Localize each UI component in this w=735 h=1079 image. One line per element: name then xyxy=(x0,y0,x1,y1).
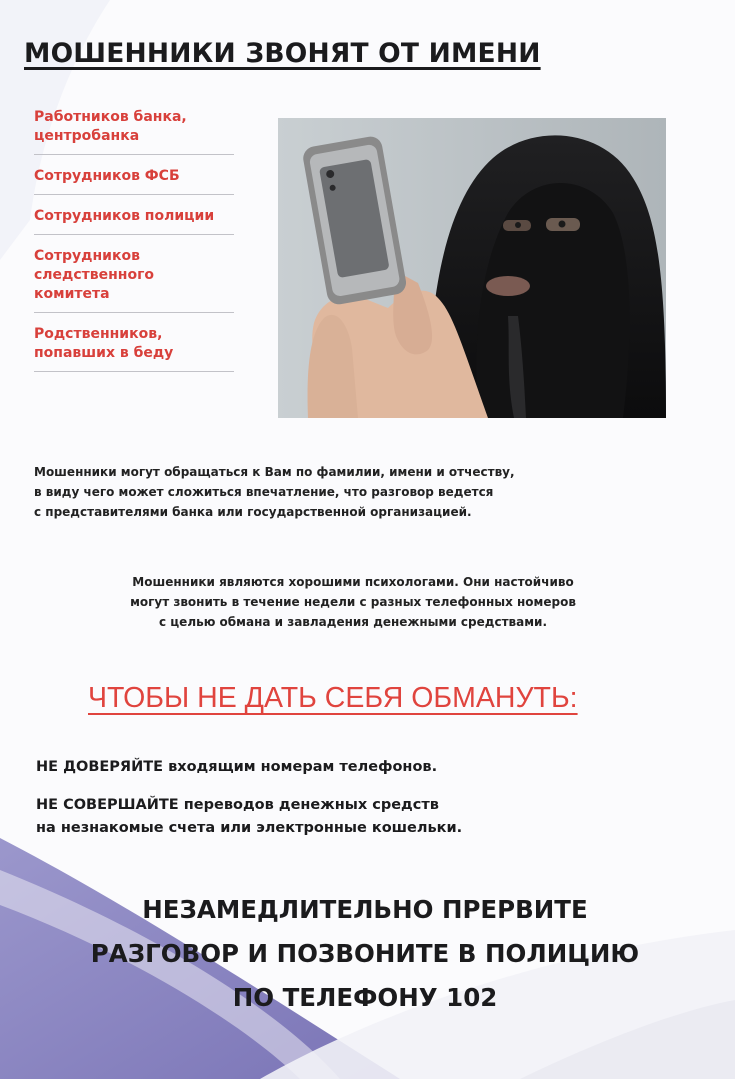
final-call-to-action xyxy=(40,888,690,1020)
impostor-item-fsb: Сотрудников ФСБ xyxy=(34,167,234,195)
final-call-line: ПО ТЕЛЕФОНУ 102 xyxy=(232,983,498,1012)
rule-verb: НЕ ДОВЕРЯЙТЕ xyxy=(36,759,164,775)
final-call-line: НЕЗАМЕДЛИТЕЛЬНО ПРЕРВИТЕ xyxy=(142,895,588,924)
impostor-item-police: Сотрудников полиции xyxy=(34,207,234,235)
impostor-item-bank: Работников банка, центробанка xyxy=(34,108,234,155)
paragraph-line: Мошенники могут обращаться к Вам по фамилии, имени и отчеству, xyxy=(34,465,515,479)
poster-title: МОШЕННИКИ ЗВОНЯТ ОТ ИМЕНИ xyxy=(24,38,541,69)
paragraph-line: с представителями банка или государственной организацией. xyxy=(34,505,472,519)
paragraph-line: Мошенники являются хорошими психологами. Они настойчиво xyxy=(132,575,574,589)
warning-paragraph-psychology xyxy=(38,572,668,632)
impostor-item-relatives: Родственников, попавших в беду xyxy=(34,325,234,372)
impostor-list xyxy=(34,108,234,384)
rule-verb: НЕ СОВЕРШАЙТЕ xyxy=(36,797,179,813)
paragraph-line: могут звонить в течение недели с разных телефонных номеров xyxy=(130,595,576,609)
impostor-item-investigative-committee: Сотрудников следственного комитета xyxy=(34,247,234,313)
advice-heading: ЧТОБЫ НЕ ДАТЬ СЕБЯ ОБМАНУТЬ: xyxy=(88,682,578,714)
paragraph-line: в виду чего может сложиться впечатление, что разговор ведется xyxy=(34,485,494,499)
rule-do-not-transfer xyxy=(36,794,462,840)
rule-text: на незнакомые счета или электронные кошельки. xyxy=(36,820,463,836)
final-call-line: РАЗГОВОР И ПОЗВОНИТЕ В ПОЛИЦИЮ xyxy=(90,939,640,968)
warning-paragraph-identity xyxy=(34,462,515,522)
masked-scammer-photo xyxy=(278,118,666,418)
rule-text: переводов денежных средств xyxy=(178,797,439,813)
advice-rules-list xyxy=(36,756,462,855)
paragraph-line: с целью обмана и завладения денежными средствами. xyxy=(159,615,547,629)
rule-do-not-trust xyxy=(36,756,462,779)
rule-text: входящим номерам телефонов. xyxy=(163,759,438,775)
